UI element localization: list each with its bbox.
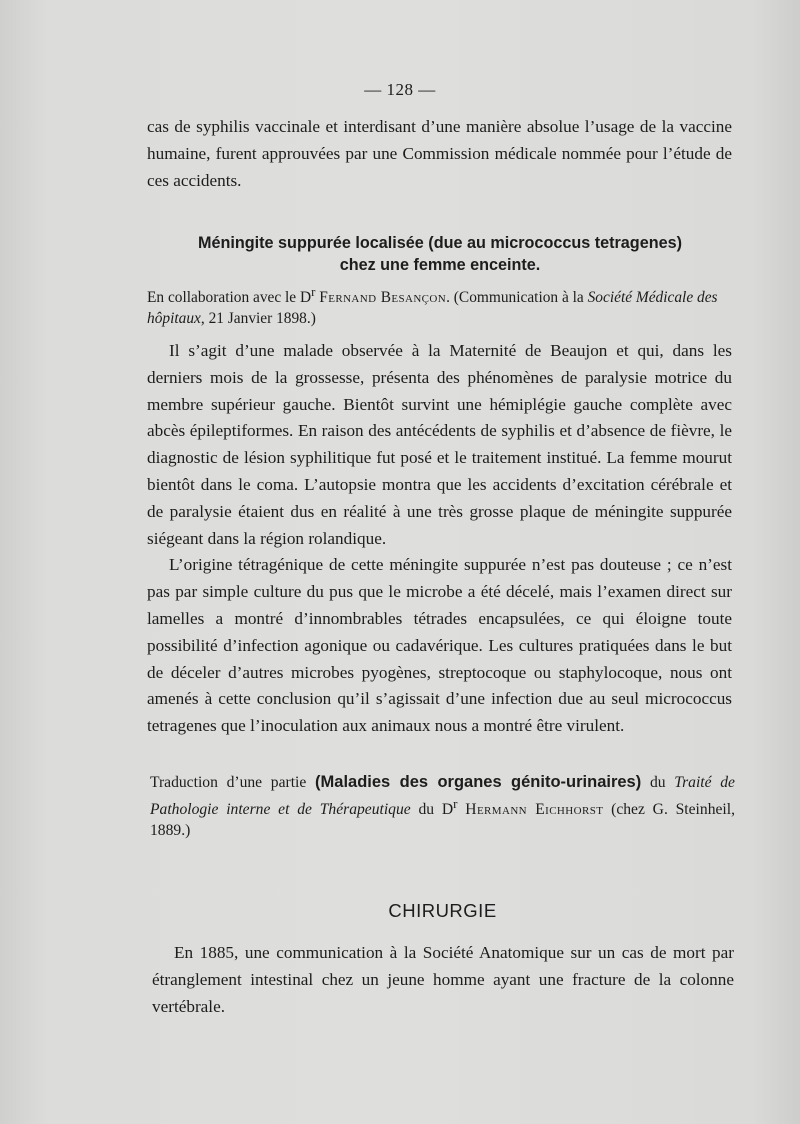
article-title [140, 232, 740, 276]
translation-sup: r [453, 796, 458, 811]
article-body [147, 338, 732, 740]
page-number: — 128 — [364, 80, 436, 99]
collab-sup: r [311, 285, 316, 299]
collab-society: Société Médicale des hôpitaux [147, 289, 718, 328]
article-paragraph-2: L’origine tétragénique de cette méningite suppurée n’est pas douteuse ; ce n’est pas par simple culture du pus que le microbe a été décelé, mais l’examen direct sur lamelles a montré d’innombrables tétrades encapsulées, ce qui éloigne toute possibilité d’infection agonique ou cadavérique. Les cultures pratiquées dans le but de déceler d’autres microbes pyogènes, streptocoque ou staphylocoque, nous ont amenés à cette conclusion qu’il s’agissait d’une infection due au seul micrococcus tetragenes que l’inoculation aux animaux nous a montré être virulent. [147, 555, 732, 736]
collab-date: , 21 Janvier 1898.) [200, 310, 316, 328]
section-title-chirurgie: CHIRURGIE [388, 900, 497, 921]
intro-text-block [147, 114, 732, 194]
translation-note [150, 772, 735, 841]
collab-prefix: En collaboration avec le D [147, 289, 312, 307]
translation-publisher: (chez G. Steinheil, 1889.) [150, 801, 735, 840]
article-title-line2: chez une femme enceinte. [339, 256, 541, 274]
translation-treatise: Traité de Pathologie interne et de Thérapeutique [150, 774, 735, 819]
collaboration-note [147, 282, 732, 329]
translation-prefix: Traduction d’une partie [150, 774, 307, 791]
collab-middle: . (Communication à la [446, 289, 584, 307]
intro-paragraph: cas de syphilis vaccinale et interdisant d’une manière absolue l’usage de la vaccine humaine, furent approuvées par une Commission médicale nommée pour l’étude de ces accidents. [147, 117, 732, 190]
chirurgie-paragraph: En 1885, une communication à la Société Anatomique sur un cas de mort par étranglement intestinal chez un jeune homme ayant une fracture de la colonne vertébrale. [152, 943, 734, 1016]
translation-du2: du D [418, 801, 454, 819]
translation-du: du [649, 774, 666, 791]
article-title-line1: Méningite suppurée localisée (due au micrococcus tetragenes) [198, 234, 682, 252]
article-paragraph-1: Il s’agit d’une malade observée à la Maternité de Beaujon et qui, dans les derniers mois de la grossesse, présenta des phénomènes de paralysie motrice du membre supérieur gauche. Bientôt survint une hémiplégie gauche complète avec abcès épileptiformes. En raison des antécédents de syphilis et d’absence de fièvre, le diagnostic de lésion syphilitique fut posé et le traitement institué. La femme mourut bientôt dans le coma. L’autopsie montra que les accidents d’excitation cérébrale et de paralysie étaient dus en réalité à une très grosse plaque de méningite suppurée siégeant dans la région rolandique. [147, 341, 732, 548]
collab-name: Fernand Besançon [319, 289, 447, 307]
translation-author: Hermann Eichhorst [465, 801, 604, 819]
translation-bold-title: (Maladies des organes génito-urinaires) [315, 773, 642, 791]
chirurgie-text-block [152, 940, 734, 1020]
